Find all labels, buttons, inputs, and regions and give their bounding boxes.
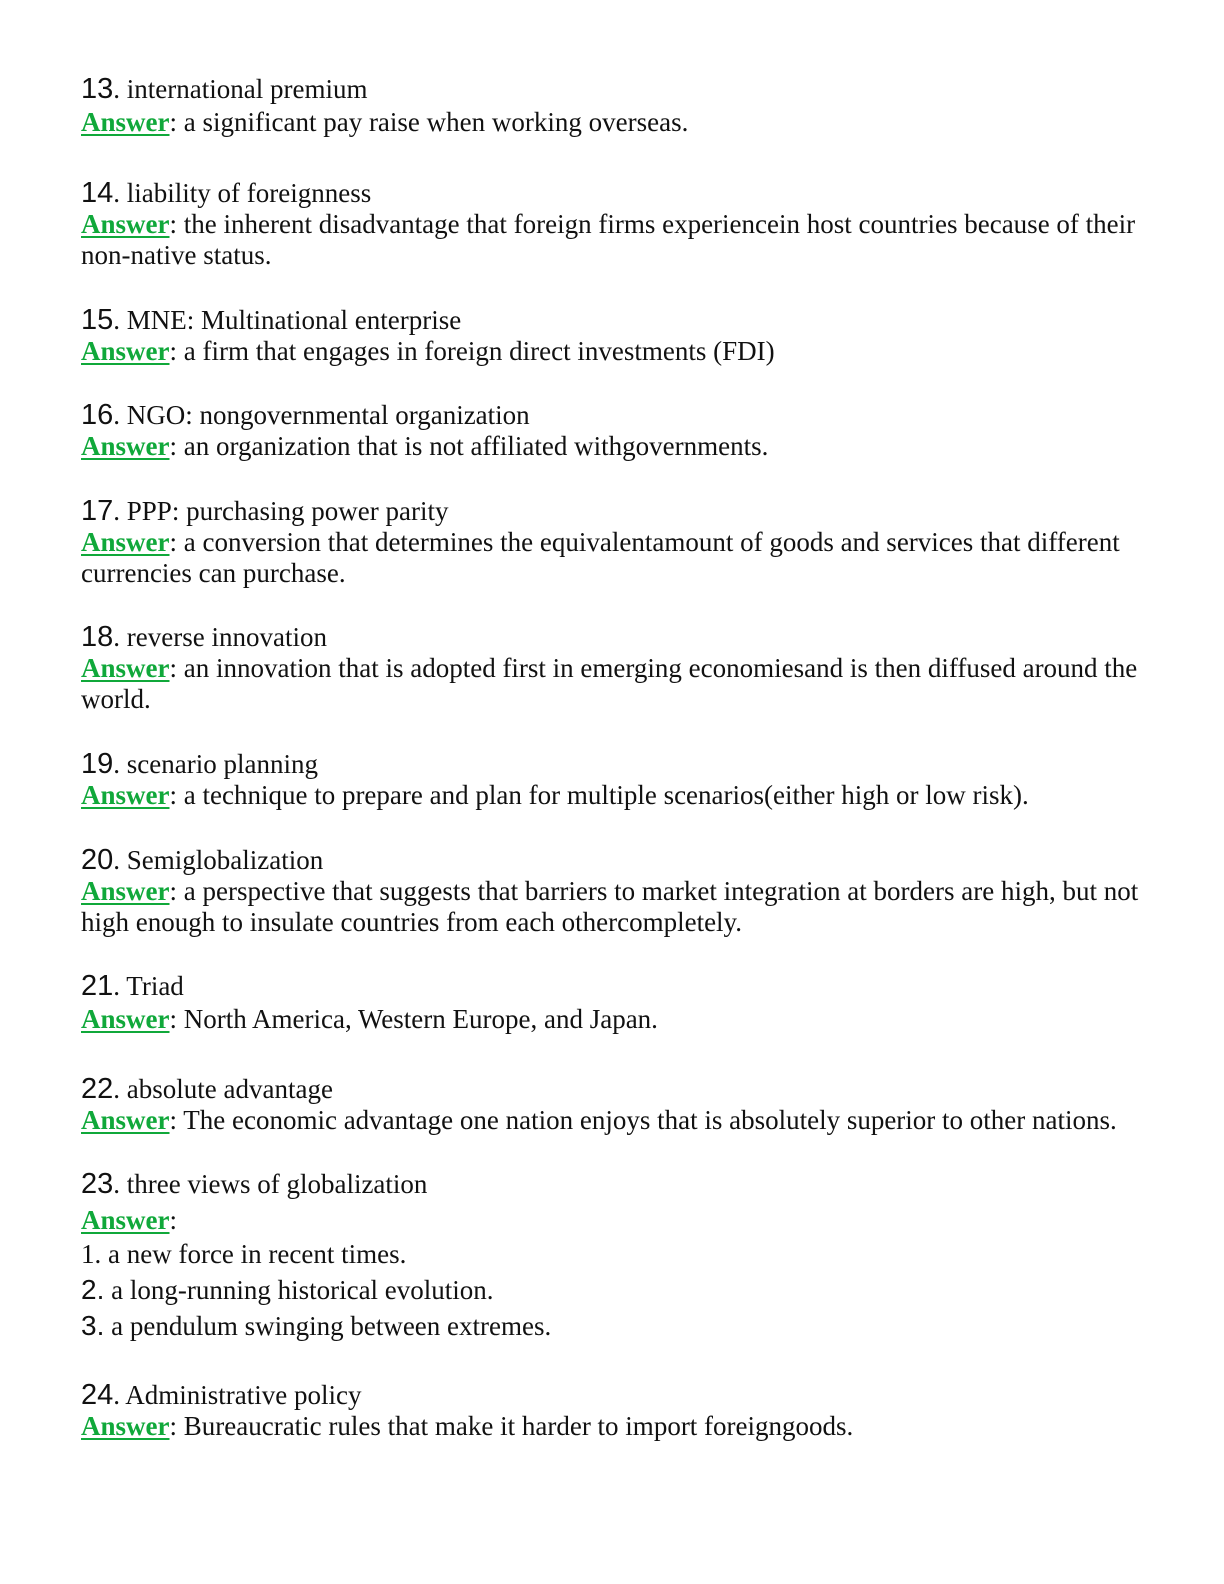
entry-number: 22 — [81, 1073, 114, 1105]
list-item-text: a long-running historical evolution. — [111, 1275, 494, 1305]
glossary-entry-18 — [81, 622, 1141, 715]
term-text: reverse innovation — [126, 622, 327, 652]
answer-label: Answer — [81, 1205, 170, 1235]
entry-number: 16 — [81, 399, 114, 431]
list-item — [81, 1308, 1141, 1344]
term-line: 18. reverse innovation — [81, 621, 327, 653]
term-text: NGO: nongovernmental organization — [126, 400, 530, 430]
entry-number: 15 — [81, 304, 114, 336]
entry-number: 18 — [81, 621, 114, 653]
answer-text: : Bureaucratic rules that make it harder to import foreigngoods. — [169, 1411, 854, 1441]
answer-line — [81, 107, 1141, 138]
answer-text: : an organization that is not affiliated withgovernments. — [169, 431, 769, 461]
term-text: scenario planning — [126, 749, 318, 779]
term-line: 22. absolute advantage — [81, 1073, 333, 1105]
entry-number: 21 — [81, 970, 114, 1002]
answer-text: : a conversion that determines the equivalentamount of goods and services that different currencies can purchase. — [81, 527, 1120, 588]
glossary-entry-14 — [81, 178, 1141, 271]
entry-number: 20 — [81, 844, 114, 876]
answer-text: : North America, Western Europe, and Japan. — [169, 1004, 658, 1034]
term-line: 20. Semiglobalization — [81, 844, 324, 876]
answer-label: Answer — [81, 107, 170, 137]
answer-label: Answer — [81, 527, 170, 557]
answer-label: Answer — [81, 780, 170, 810]
list-item-number: 3. — [81, 1310, 105, 1341]
list-item-text: a new force in recent times. — [108, 1239, 407, 1269]
answer-line — [81, 209, 1141, 271]
answer-text: : the inherent disadvantage that foreign firms experiencein host countries because of their non-native status. — [81, 209, 1136, 270]
term-line: 13. international premium — [81, 73, 368, 105]
term-text: international premium — [126, 74, 368, 104]
list-item — [81, 1272, 1141, 1308]
glossary-entry-23 — [81, 1169, 1141, 1344]
term-text: MNE: Multinational enterprise — [126, 305, 462, 335]
entry-number: 19 — [81, 748, 114, 780]
answer-line — [81, 653, 1141, 715]
entry-number: 17 — [81, 495, 114, 527]
glossary-entry-17 — [81, 496, 1141, 589]
answer-line — [81, 1105, 1141, 1136]
list-item-text: a pendulum swinging between extremes. — [111, 1311, 552, 1341]
answer-text: : — [169, 1205, 178, 1235]
answer-label: Answer — [81, 876, 170, 906]
term-line: 21. Triad — [81, 970, 184, 1002]
term-line: 24. Administrative policy — [81, 1379, 362, 1411]
glossary-entry-16 — [81, 400, 1141, 462]
glossary-entry-22 — [81, 1074, 1141, 1136]
answer-text: : The economic advantage one nation enjoys that is absolutely superior to other nations. — [169, 1105, 1117, 1135]
answer-line — [81, 527, 1141, 589]
term-line: 15. MNE: Multinational enterprise — [81, 304, 462, 336]
glossary-entry-20 — [81, 845, 1141, 938]
entry-number: 23 — [81, 1168, 114, 1200]
glossary-entry-19 — [81, 749, 1141, 811]
list-item — [81, 1237, 1141, 1272]
answer-line — [81, 1203, 1141, 1237]
term-text: liability of foreignness — [126, 178, 372, 208]
answer-text: : a perspective that suggests that barriers to market integration at borders are high, but not high enough to insulate countries from each othercompletely. — [81, 876, 1139, 937]
term-line: 14. liability of foreignness — [81, 177, 372, 209]
answer-line — [81, 1411, 1141, 1442]
term-text: Triad — [126, 971, 184, 1001]
term-line: 16. NGO: nongovernmental organization — [81, 399, 530, 431]
answer-label: Answer — [81, 1105, 170, 1135]
glossary-entry-15 — [81, 305, 1141, 367]
entry-number: 13 — [81, 73, 114, 105]
glossary-entry-24 — [81, 1380, 1141, 1442]
term-text: PPP: purchasing power parity — [126, 496, 449, 526]
term-line: 19. scenario planning — [81, 748, 318, 780]
answer-line — [81, 431, 1141, 462]
answer-text: : a firm that engages in foreign direct investments (FDI) — [169, 336, 775, 366]
answer-label: Answer — [81, 209, 170, 239]
entry-number: 14 — [81, 177, 114, 209]
term-line: 17. PPP: purchasing power parity — [81, 495, 449, 527]
term-text: Administrative policy — [125, 1380, 362, 1410]
answer-label: Answer — [81, 336, 170, 366]
glossary-entry-13 — [81, 74, 1141, 138]
answer-line — [81, 1004, 1141, 1035]
answer-label: Answer — [81, 1411, 170, 1441]
list-item-number: 1. — [81, 1239, 102, 1269]
answer-line — [81, 336, 1141, 367]
document-page — [81, 74, 1141, 1442]
glossary-entry-21 — [81, 971, 1141, 1035]
answer-label: Answer — [81, 431, 170, 461]
term-text: Semiglobalization — [126, 845, 324, 875]
answer-text: : an innovation that is adopted first in emerging economiesand is then diffused around the world. — [81, 653, 1138, 714]
term-text: three views of globalization — [126, 1169, 428, 1199]
list-item-number: 2. — [81, 1274, 105, 1305]
answer-label: Answer — [81, 1004, 170, 1034]
entry-number: 24 — [81, 1379, 114, 1411]
answer-text: : a significant pay raise when working overseas. — [169, 107, 689, 137]
answer-label: Answer — [81, 653, 170, 683]
answer-line — [81, 780, 1141, 811]
term-line: 23. three views of globalization — [81, 1168, 428, 1200]
answer-text: : a technique to prepare and plan for multiple scenarios(either high or low risk). — [169, 780, 1029, 810]
answer-line — [81, 876, 1141, 938]
term-text: absolute advantage — [126, 1074, 333, 1104]
